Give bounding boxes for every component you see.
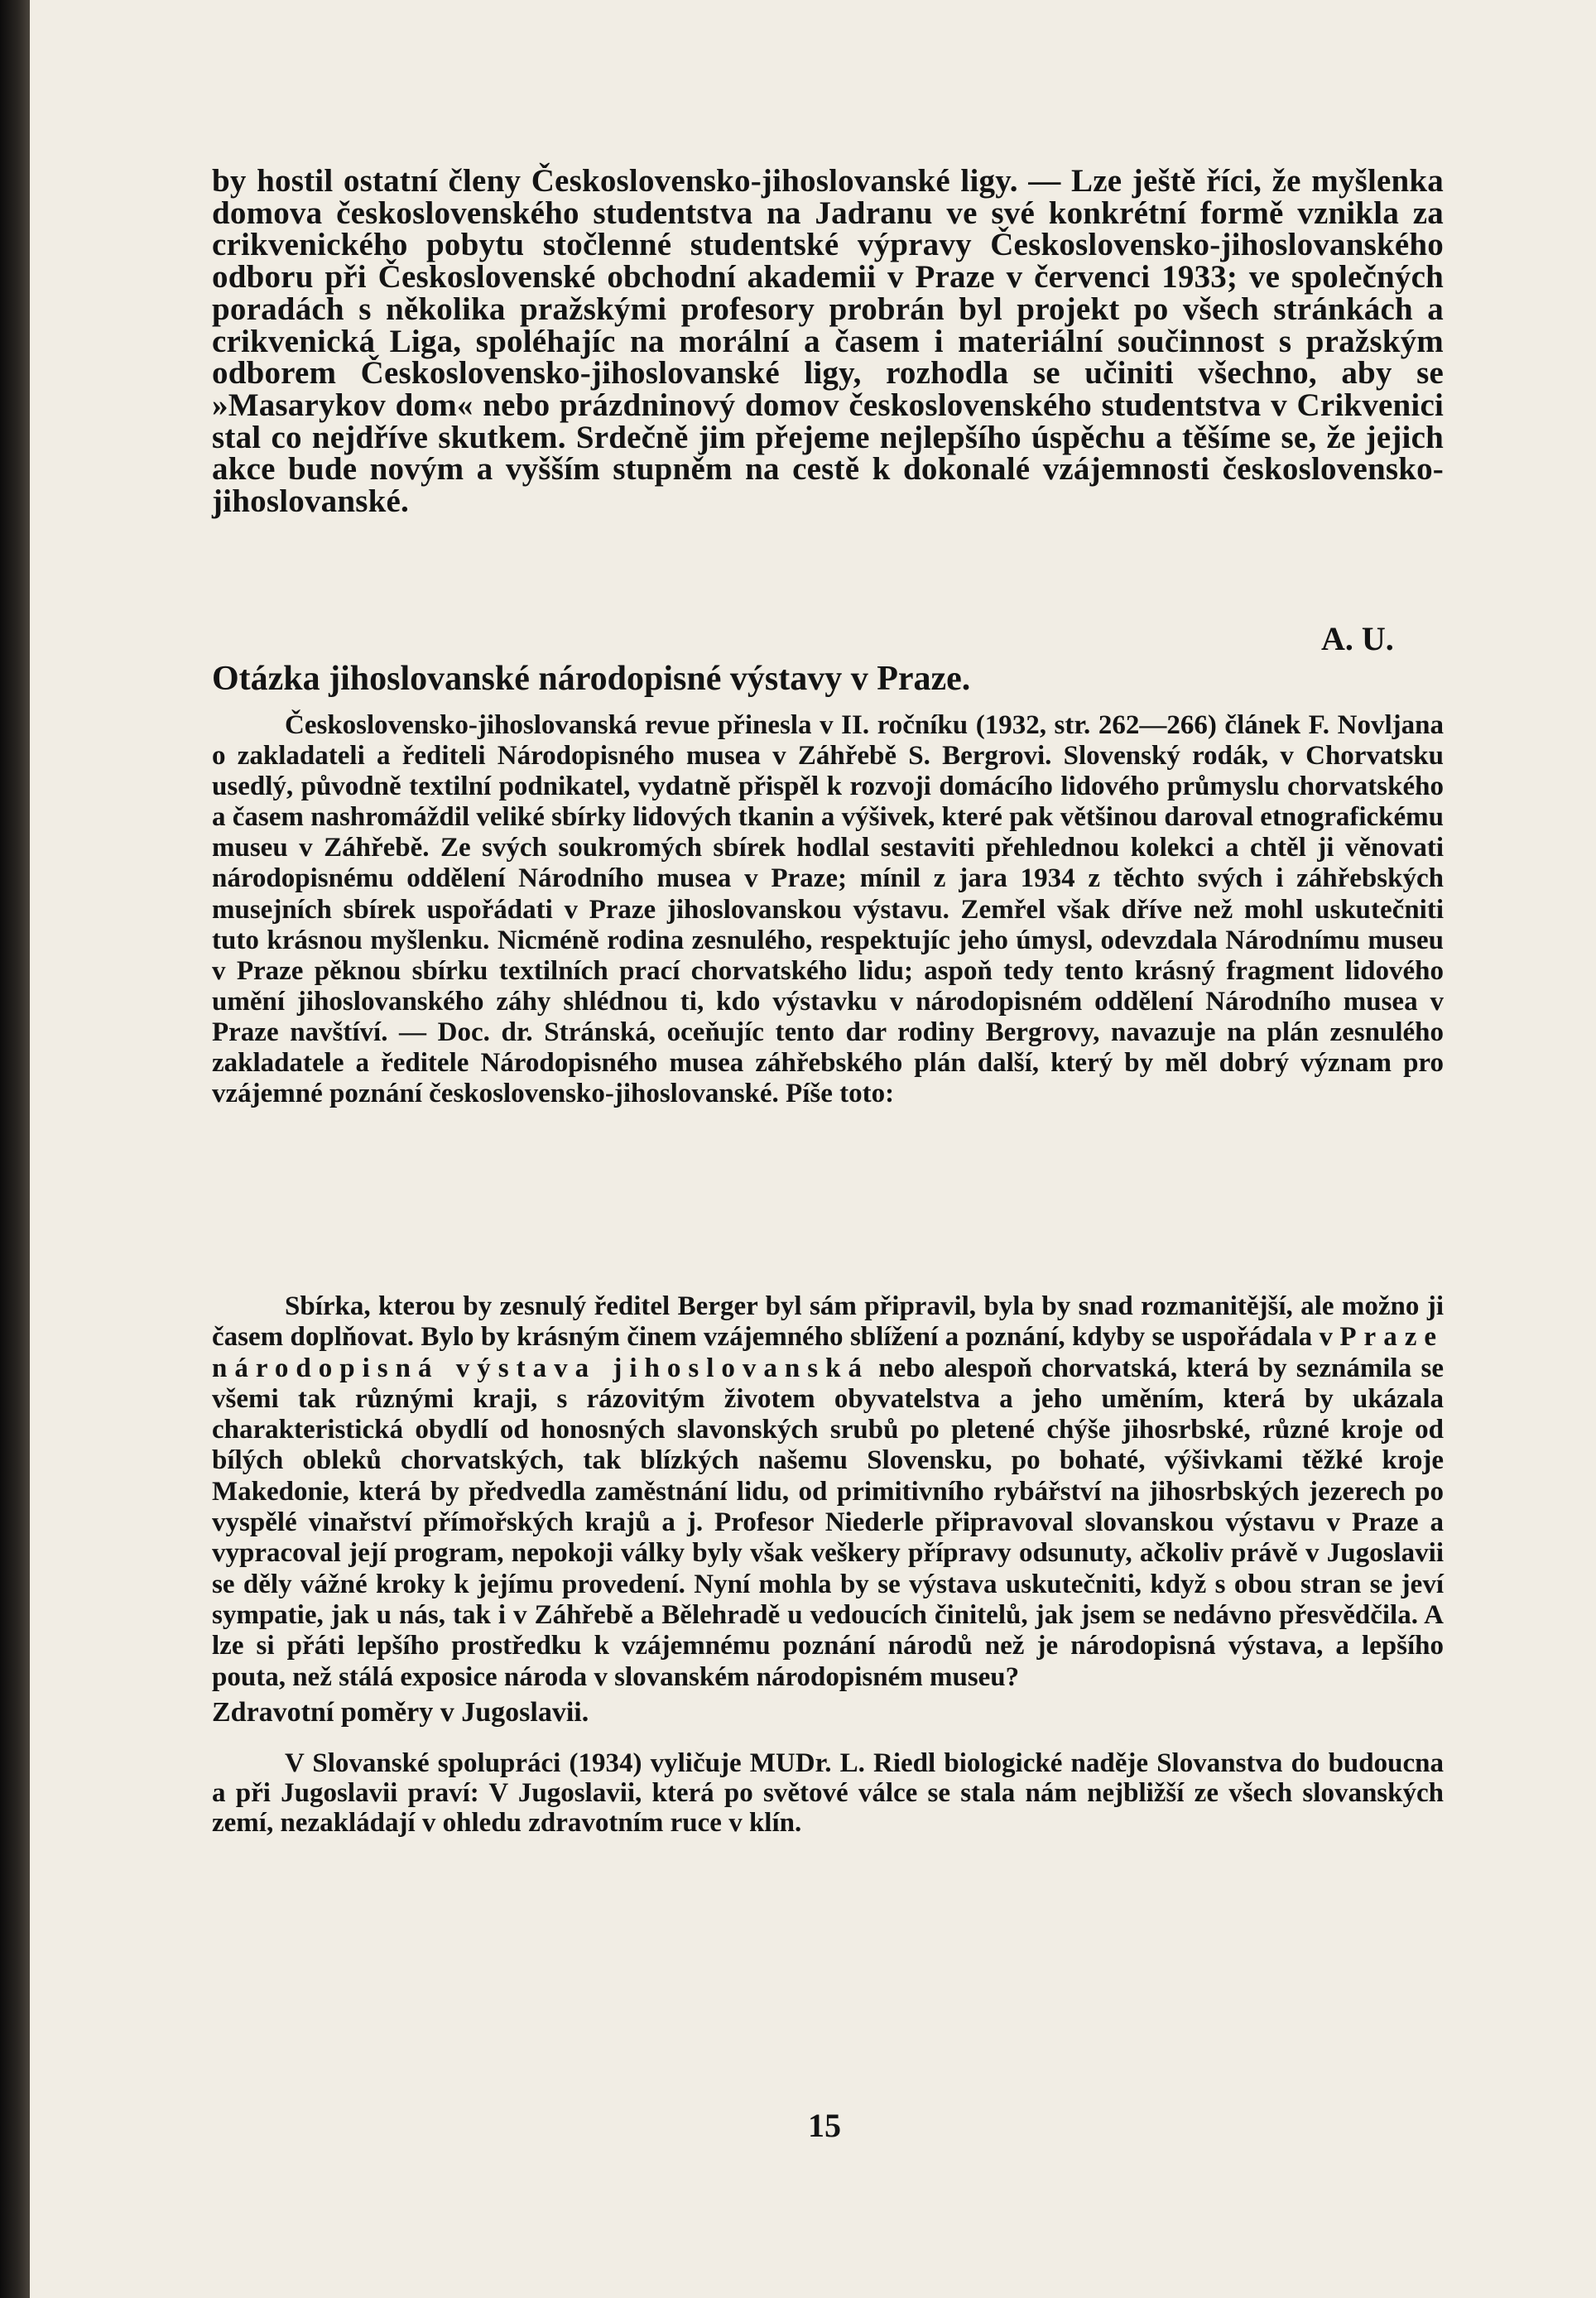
paragraph-masarykov-dom: by hostil ostatní členy Československo-jihoslovanské ligy. — Lze ještě říci, že myšlenka domova československého studentstva na Jadranu ve své konkrétní formě vznikla za crikvenického pobytu stočlenné studentské výpravy Československo-jihoslovanského odboru při Československé obchodní akademii v Praze v červenci 1933; ve společných poradách s několika pražskými profesory probrán byl projekt po všech stránkách a crikvenická Liga, spoléhajíc na morální a časem i materiální součinnost s pražským odborem Československo-jihoslovanské ligy, rozhodla se učiniti všechno, aby se »Masarykov dom« nebo prázdninový domov československého studentstva v Crikvenici stal co nejdříve skutkem. Srdečně jim přejeme nejlepšího úspěchu a těšíme se, že jejich akce bude novým a vyšším stupněm na cestě k dokonalé vzájemnosti československo-jihoslovanské.: [212, 163, 1444, 520]
quote-text-start: Sbírka, kterou by zesnulý ředitel Berger byl sám připravil, byla by snad rozmanitější, ale možno ji časem doplňovat. Bylo by krásným činem vzájemného sblížení a poznání, kdyby se uspořádala v: [212, 1291, 1444, 1353]
paragraph-health-conditions: V Slovanské spolupráci (1934) vyličuje MUDr. L. Riedl biologické naděje Slovanstva do budoucna a při Jugoslavii praví: V Jugoslavii, která po světové válce se stala nám nejbližší ze všech slovanských zemí, nezakládají v ohledu zdravotním ruce v klín.: [212, 1748, 1444, 1838]
paragraph-berger-collection: Československo-jihoslovanská revue přinesla v II. ročníku (1932, str. 262—266) článek F. Novljana o zakladateli a řediteli Národopisného musea v Záhřebě S. Bergrovi. Slovenský rodák, v Chorvatsku usedlý, původně textilní podnikatel, vydatně přispěl k rozvoji domácího lidového průmyslu chorvatského a časem nashromáždil veliké sbírky lidových tkanin a výšivek, které pak většinou daroval etnografickému museu v Záhřebě. Ze svých soukromých sbírek hodlal sestaviti přehlednou kolekci a chtěl ji věnovati národopisnému oddělení Národního musea v Praze; mínil z jara 1934 z těchto svých i záhřebských musejních sbírek uspořádati v Praze jihoslovanskou výstavu. Zemřel však dříve než mohl uskutečniti tuto krásnou myšlenku. Nicméně rodina zesnulého, respektujíc jeho úmysl, odevzdala Národnímu museu v Praze pěknou sbírku textilních prací chorvatského lidu; aspoň tedy tento krásný fragment lidového umění jihoslovanského záhy shlédnou ti, kdo výstavku v národopisném oddělení Národního musea v Praze navštíví. — Doc. dr. Stránská, oceňujíc tento dar rodiny Bergrovy, navazuje na plán zesnulého zakladatele a ředitele Národopisného musea záhřebského plán další, který by měl dobrý význam pro vzájemné poznání československo-jihoslovanské. Píše toto:: [212, 710, 1444, 1109]
page-number: 15: [808, 2107, 841, 2144]
paragraph-quote-stranska: [212, 1291, 1444, 1693]
section-heading-health: Zdravotní poměry v Jugoslavii.: [212, 1697, 589, 1728]
quote-spaced-emphasis: Praze národopisná výstava jihoslovanská: [212, 1322, 1444, 1383]
section-heading-exhibition: Otázka jihoslovanské národopisné výstavy v Praze.: [212, 660, 971, 698]
book-spine-edge: [0, 0, 30, 2298]
author-signature: A. U.: [1321, 620, 1394, 657]
book-page: [30, 0, 1596, 2298]
quote-text-end: nebo alespoň chorvatská, která by seznámila se všemi tak různými kraji, s rázovitým životem obyvatelstva a jeho uměním, která by ukázala charakteristická obydlí od honosných slavonských srubů po pletené chýše jihosrbské, různé kroje od bílých obleků chorvatských, tak blízkých našemu Slovensku, po bohaté, výšivkami těžké kroje Makedonie, která by předvedla zaměstnání lidu, od primitivního rybářství na jihosrbských jezerech po vyspělé vinařství přímořských krajů a j. Profesor Niederle připravoval slovanskou výstavu v Praze a vypracoval její program, nepokoji války byly však veškery přípravy odsunuty, ačkoliv právě v Jugoslavii se děly vážné kroky k jejímu provedení. Nyní mohla by se výstava uskutečniti, když s obou stran se jeví sympatie, jak u nás, tak i v Záhřebě a Bělehradě u vedoucích činitelů, jak jsem se nedávno přesvědčila. A lze si přáti lepšího prostředku k vzájemnému poznání národů než je národopisná výstava, a lepšího pouta, než stálá exposice národa v slovanském národopisném museu?: [212, 1353, 1444, 1692]
